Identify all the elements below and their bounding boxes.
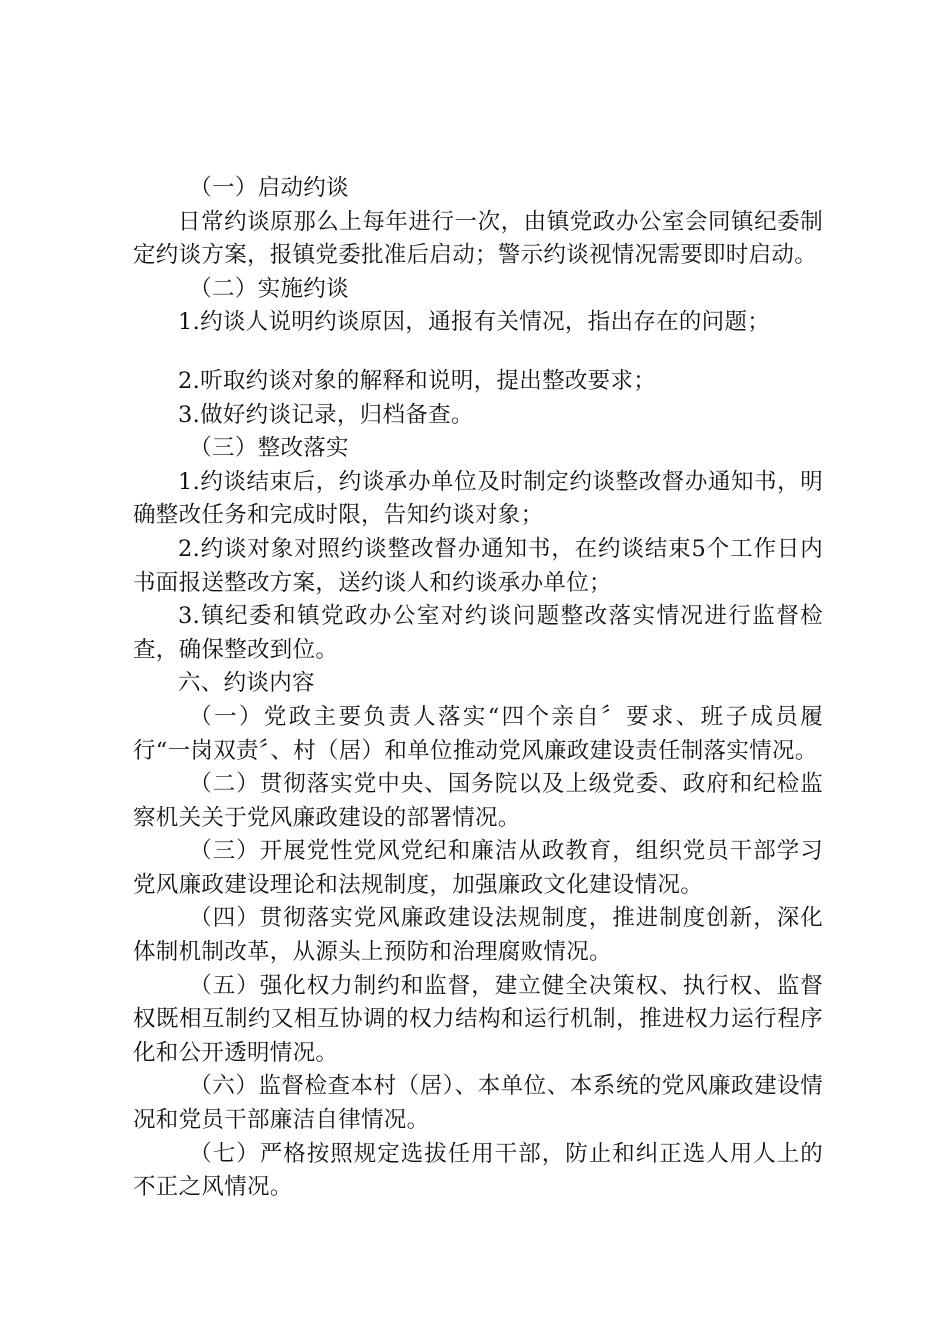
list-item-explain-reason: 1.约谈人说明约谈原因，通报有关情况，指出存在的问题； (178, 309, 771, 336)
paragraph-routine-talk: 日常约谈原那么上每年进行一次，由镇党政办公室会同镇纪委制定约谈方案，报镇党委批准后启动；警示约谈视情况需要即时启动。 (133, 208, 823, 269)
content-item-2: （二）贯彻落实党中央、国务院以及上级党委、政府和纪检监察机关关于党风廉政建设的部署情况。 (133, 771, 823, 831)
list-item-supervision-check: 3.镇纪委和镇党政办公室对约谈问题整改落实情况进行监督检查，确保整改到位。 (133, 603, 823, 663)
section-heading-rectification: （三）整改落实 (189, 435, 349, 462)
content-item-1: （一）党政主要负责人落实“四个亲自〞要求、班子成员履行“一岗双责〞、村（居）和单位推动党风廉政建设责任制落实情况。 (133, 703, 823, 764)
document-body (133, 172, 823, 1205)
content-item-4: （四）贯彻落实党风廉政建设法规制度，推进制度创新，深化体制机制改革，从源头上预防和治理腐败情况。 (133, 905, 823, 966)
chapter-heading-talk-content: 六、约谈内容 (178, 670, 315, 697)
list-item-record-archive: 3.做好约谈记录，归档备查。 (178, 401, 474, 428)
list-item-rectification-plan: 2.约谈对象对照约谈整改督办通知书，在约谈结束5个工作日内书面报送整改方案，送约谈人和约谈承办单位； (133, 535, 823, 596)
list-item-rectification-notice: 1.约谈结束后，约谈承办单位及时制定约谈整改督办通知书，明确整改任务和完成时限，告知约谈对象； (133, 468, 823, 529)
section-heading-implement-talk: （二）实施约谈 (189, 275, 349, 302)
section-heading-start-talk: （一）启动约谈 (189, 175, 349, 201)
list-item-listen-explanation: 2.听取约谈对象的解释和说明，提出整改要求； (178, 367, 657, 394)
content-item-7: （七）严格按照规定选拔任用干部，防止和纠正选人用人上的不正之风情况。 (133, 1140, 823, 1201)
content-item-3: （三）开展党性党风党纪和廉洁从政教育，组织党员干部学习党风廉政建设理论和法规制度，加强廉政文化建设情况。 (133, 838, 823, 898)
content-item-5: （五）强化权力制约和监督，建立健全决策权、执行权、监督权既相互制约又相互协调的权力结构和运行机制，推进权力运行程序化和公开透明情况。 (133, 972, 823, 1066)
content-item-6: （六）监督检查本村（居）、本单位、本系统的党风廉政建设情况和党员干部廉洁自律情况。 (133, 1073, 823, 1134)
